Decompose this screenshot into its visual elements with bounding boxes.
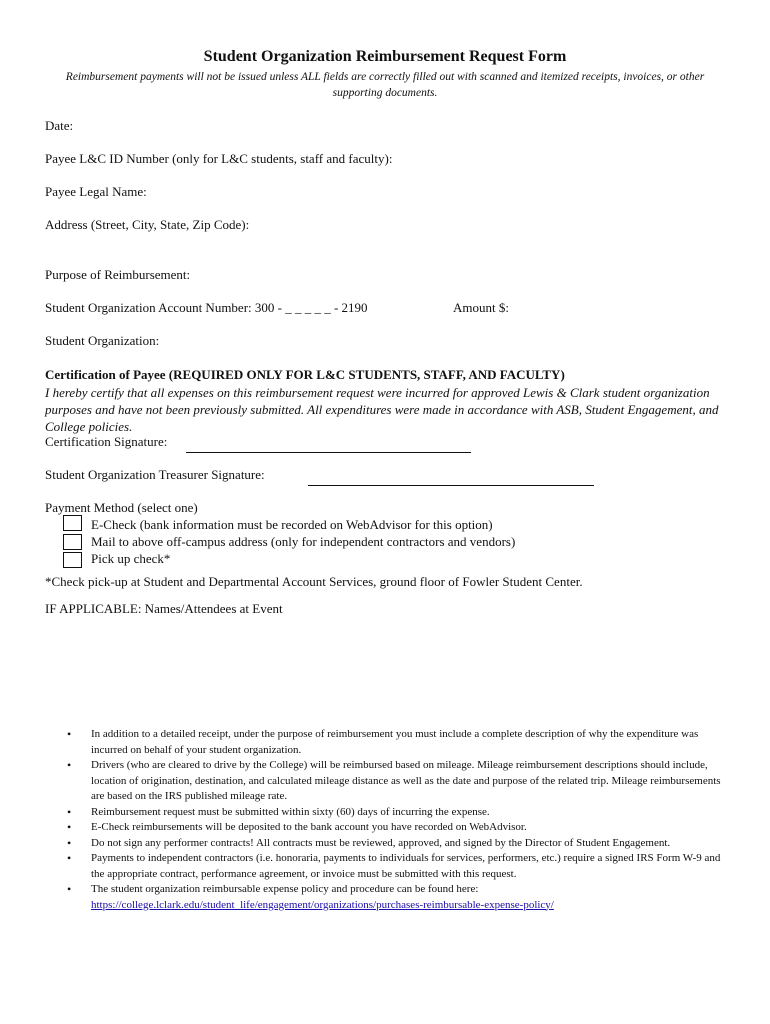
list-item: • In addition to a detailed receipt, under the purpose of reimbursement you must include a complete description of why the expenditure was incurred on behalf of your student organization. bbox=[65, 727, 725, 758]
date-field-label: Date: bbox=[45, 118, 74, 133]
list-item: • Drivers (who are cleared to drive by the College) will be reimbursed based on mileage. Mileage reimbursement descriptions should include, location of origination, destination, and calculated mileage distance as well as the date and purpose of the related trip. Mileage reimbursements are based on the IRS published mileage rate. bbox=[65, 758, 725, 805]
mail-checkbox[interactable] bbox=[63, 534, 82, 550]
address-field-label: Address (Street, City, State, Zip Code): bbox=[45, 217, 250, 232]
attendees-field-label: IF APPLICABLE: Names/Attendees at Event bbox=[45, 601, 283, 616]
policy-link[interactable]: https://college.lclark.edu/student_life/engagement/organizations/purchases-reimbursable-expense-policy/ bbox=[91, 898, 554, 911]
list-item: • E-Check reimbursements will be deposited to the bank account you have recorded on WebAdvisor. bbox=[65, 820, 725, 836]
list-item bbox=[65, 882, 725, 913]
list-item: • Reimbursement request must be submitted within sixty (60) days of incurring the expense. bbox=[65, 805, 725, 821]
amount-field-label: Amount $: bbox=[453, 300, 509, 315]
policy-text: The student organization reimbursable expense policy and procedure can be found here: bbox=[91, 883, 479, 895]
purpose-field-label: Purpose of Reimbursement: bbox=[45, 267, 191, 282]
pickup-checkbox[interactable] bbox=[63, 552, 82, 568]
payment-method-heading: Payment Method (select one) bbox=[45, 500, 198, 515]
student-org-field-label: Student Organization: bbox=[45, 333, 160, 348]
treasurer-signature-label: Student Organization Treasurer Signature: bbox=[45, 467, 265, 482]
treasurer-signature-line[interactable] bbox=[308, 485, 594, 486]
echeck-option-label: E-Check (bank information must be recorded on WebAdvisor for this option) bbox=[91, 517, 493, 532]
certification-statement: I hereby certify that all expenses on this reimbursement request were incurred for approved Lewis & Clark student organization purposes and have not been previously submitted. All expenditures were made in accordance with ASB, Student Engagement, and College policies. bbox=[45, 385, 719, 434]
list-item: • Payments to independent contractors (i.e. honoraria, payments to individuals for services, performers, etc.) require a signed IRS Form W-9 and the appropriate contract, performance agreement, or invoice must be submitted with this request. bbox=[65, 851, 725, 882]
payee-name-field-label: Payee Legal Name: bbox=[45, 184, 147, 199]
pickup-note: *Check pick-up at Student and Departmental Account Services, ground floor of Fowler Student Center. bbox=[45, 574, 583, 589]
instructions-list bbox=[65, 727, 725, 913]
mail-option-label: Mail to above off-campus address (only for independent contractors and vendors) bbox=[91, 534, 516, 549]
certification-signature-line[interactable] bbox=[186, 452, 471, 453]
payee-id-field-label: Payee L&C ID Number (only for L&C students, staff and faculty): bbox=[45, 151, 393, 166]
certification-heading: Certification of Payee (REQUIRED ONLY FOR L&C STUDENTS, STAFF, AND FACULTY) bbox=[45, 367, 565, 382]
form-subtitle: Reimbursement payments will not be issued unless ALL fields are correctly filled out with scanned and itemized receipts, invoices, or other supporting documents. bbox=[65, 71, 705, 99]
account-number-field-label: Student Organization Account Number: 300 - _ _ _ _ _ - 2190 bbox=[45, 300, 368, 315]
form-title: Student Organization Reimbursement Request Form bbox=[203, 48, 567, 65]
echeck-checkbox[interactable] bbox=[63, 515, 82, 531]
certification-signature-label: Certification Signature: bbox=[45, 434, 168, 449]
pickup-option-label: Pick up check* bbox=[91, 551, 171, 566]
list-item: • Do not sign any performer contracts! All contracts must be reviewed, approved, and signed by the Director of Student Engagement. bbox=[65, 836, 725, 852]
